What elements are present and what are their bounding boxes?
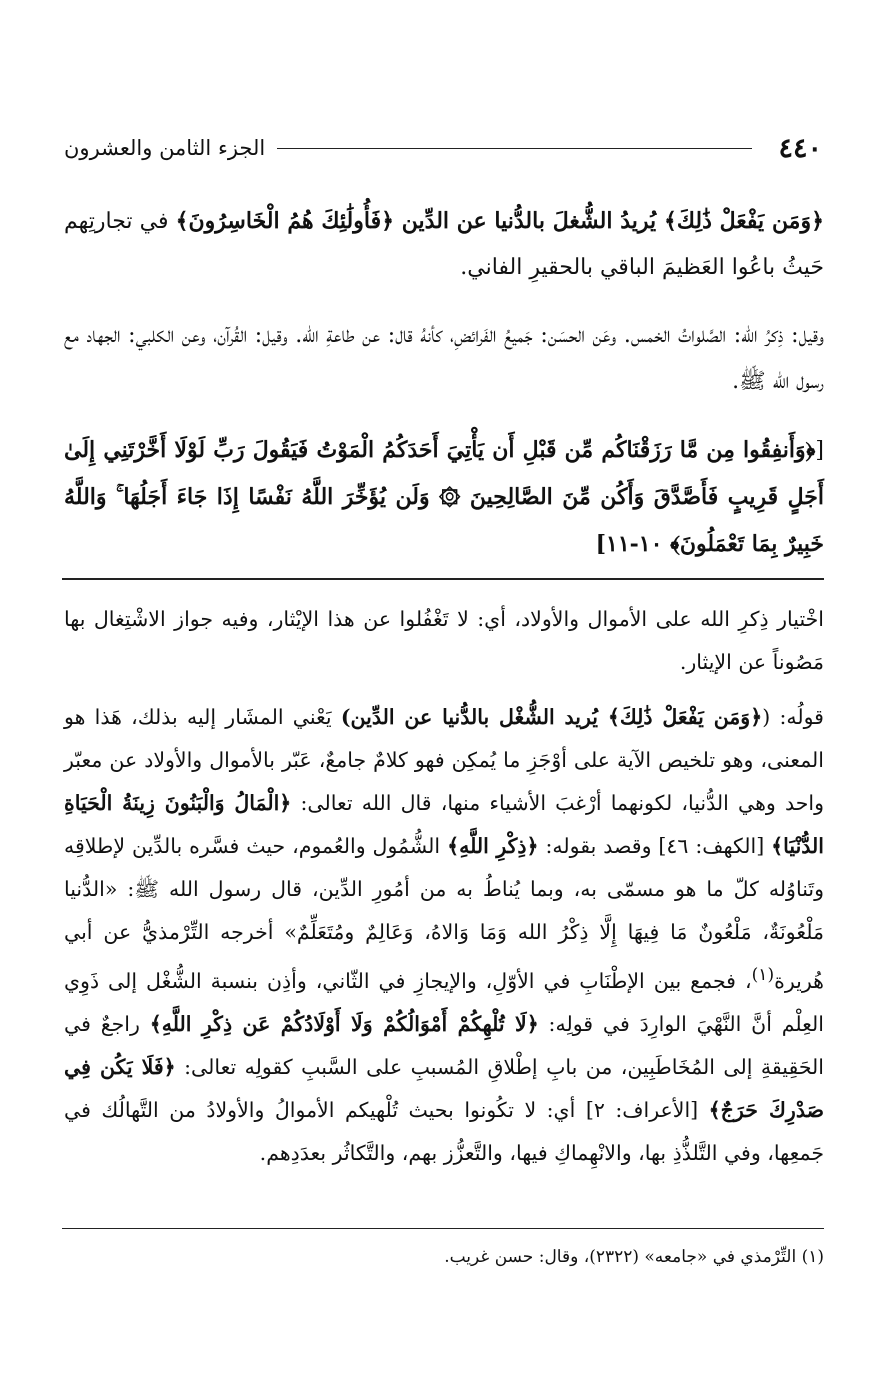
main-text — [64, 198, 824, 590]
tafsir-text: في تجارتِهم حَيثُ باعُوا العَظيمَ الباقي بالحقيرِ الفاني. — [64, 209, 824, 280]
verse-bracket: [ — [815, 438, 824, 463]
footnote-1: (١) التِّرْمذي في «جامعه» (٢٣٢٢)، وقال: حسن غريب. — [444, 1247, 824, 1267]
quran-quote: ﴿ذِكْرِ اللَّهِ﴾ — [447, 834, 539, 858]
main-paragraph-3 — [64, 427, 824, 568]
quran-quote: ﴿وَمَن يَفْعَلْ ذَٰلِكَ﴾ — [607, 705, 763, 729]
tafsir-text: يُريدُ الشُّغلَ بالدُّنيا عن الدِّين — [394, 208, 664, 234]
quran-quote: ﴿وَمَن يَفْعَلْ ذَٰلِكَ﴾ — [663, 208, 824, 234]
commentary-text: [الكهف: ٤٦] وقصد بقوله: — [538, 834, 772, 858]
verse-reference: ١٠-١١] — [595, 531, 671, 557]
quran-verse: ﴿وَأَنفِقُوا مِن مَّا رَزَقْنَاكُم مِّن قَبْلِ أَن يَأْتِيَ أَحَدَكُمُ الْمَوْتُ فَيَقُولَ رَبِّ لَوْلَا أَخَّرْتَنِي إِلَىٰ أَجَلٍ قَرِيبٍ فَأَصَّدَّقَ وَأَكُن مِّنَ الصَّالِحِينَ ۞ وَلَن يُؤَخِّرَ اللَّهُ نَفْسًا إِذَا جَاءَ أَجَلُهَا ۚ وَاللَّهُ خَبِيرٌ بِمَا تَعْمَلُونَ﴾ — [64, 437, 824, 557]
commentary-text: [الأعراف: ٢] أي: لا تكُونوا بحيث تُلْهيكم الأموالُ والأولادُ من التَّهالُك في جَمعِها، وفي التَّلذُّذِ بها، والانْهِماكِ فيها، والتَّعزُّز بهم، والتَّكاثُر بعدَدِهم. — [64, 1097, 824, 1165]
commentary-text: راجعٌ في الحَقِيقةِ إلى المُخَاطَبِين، من بابِ إطْلاقِ المُسببِ على السَّببِ كقولِه تعالى: — [64, 1011, 824, 1079]
main-paragraph-2: وقيل: ذِكرُ الله: الصَّلواتُ الخمس. وعَن الحسَن: جَميعُ الفَرائضِ، كأنهُ قال: عن طاعةِ الله. وقيل: القُرآن، وعن الكلبي: الجهاد مع رسول الله ﷺ. — [64, 323, 824, 394]
main-text-divider — [62, 578, 824, 580]
page-number: ٤٤٠ — [778, 132, 822, 164]
commentary-text: ، فجمع بين الإطْنَابِ في الأوّلِ، والإيجازِ في الثّاني، وأذِن بنسبة الشُّغْل إلى ذَوِي العِلْم أنَّ النَّهْيَ الوارِدَ في قولِه: — [64, 968, 824, 1036]
quran-quote: ﴿لَا تُلْهِكُمْ أَمْوَالُكُمْ وَلَا أَوْلَادُكُمْ عَن ذِكْرِ اللَّهِ﴾ — [149, 1011, 539, 1036]
commentary-paragraph-2 — [64, 696, 824, 1175]
header-rule — [277, 148, 752, 149]
commentary-text: يَعْني المشَار إليه بذلك، هَذا هو المعنى، وهو تلخيص الآية على أوْجَزِ ما يُمكِن فهو كلامٌ جامعٌ، عَبّر بالأموال والأولاد عن معبّر واحد وهي الدُّنيا، لكونهما أرْغبَ الأشياء منها، قال الله تعالى: — [64, 705, 824, 815]
commentary — [64, 598, 824, 1187]
commentary-text: الشُّمُول والعُموم، حيث فسَّره بالدِّين لإطلاقِه وتَناوُله كلّ ما هو مسمّى به، وبما يُناطُ به من أمُورِ الدِّين، قال رسول الله ﷺ: «الدُّنيا مَلْعُونَةٌ، مَلْعُونٌ مَا فِيهَا إِلَّا ذِكْرُ الله وَمَا وَالاهُ، وَعَالِمٌ ومُتَعَلِّمٌ» أخرجه التِّرْمذيُّ عن أبي هُريرة — [64, 834, 824, 993]
quoted-phrase: يُريد الشُّغْل بالدُّنيا عن الدِّين) — [340, 705, 608, 729]
running-title: الجزء الثامن والعشرون — [64, 136, 266, 160]
commentary-paragraph-1: اخْتيار ذِكرِ الله على الأموال والأولاد، أي: لا تَغْفُلوا عن هذا الإيْثار، وفيه جواز الاشْتِغال بها مَصُوناً عن الإيثار. — [64, 607, 824, 674]
footnote-divider — [62, 1228, 824, 1229]
page-header — [64, 128, 822, 168]
quran-quote: ﴿الْمَالُ وَالْبَنُونَ زِينَةُ الْحَيَاةِ الدُّنْيَا﴾ — [64, 791, 824, 858]
footnotes — [64, 1240, 824, 1274]
main-paragraph-1 — [64, 198, 824, 291]
quran-quote: ﴿فَأُولَٰئِكَ هُمُ الْخَاسِرُونَ﴾ — [175, 208, 394, 234]
footnote-marker: (١) — [751, 965, 775, 985]
quran-quote: ﴿فَلَا يَكُن فِي صَدْرِكَ حَرَجٌ﴾ — [64, 1054, 824, 1122]
commentary-text: قولُه: ( — [762, 705, 824, 729]
